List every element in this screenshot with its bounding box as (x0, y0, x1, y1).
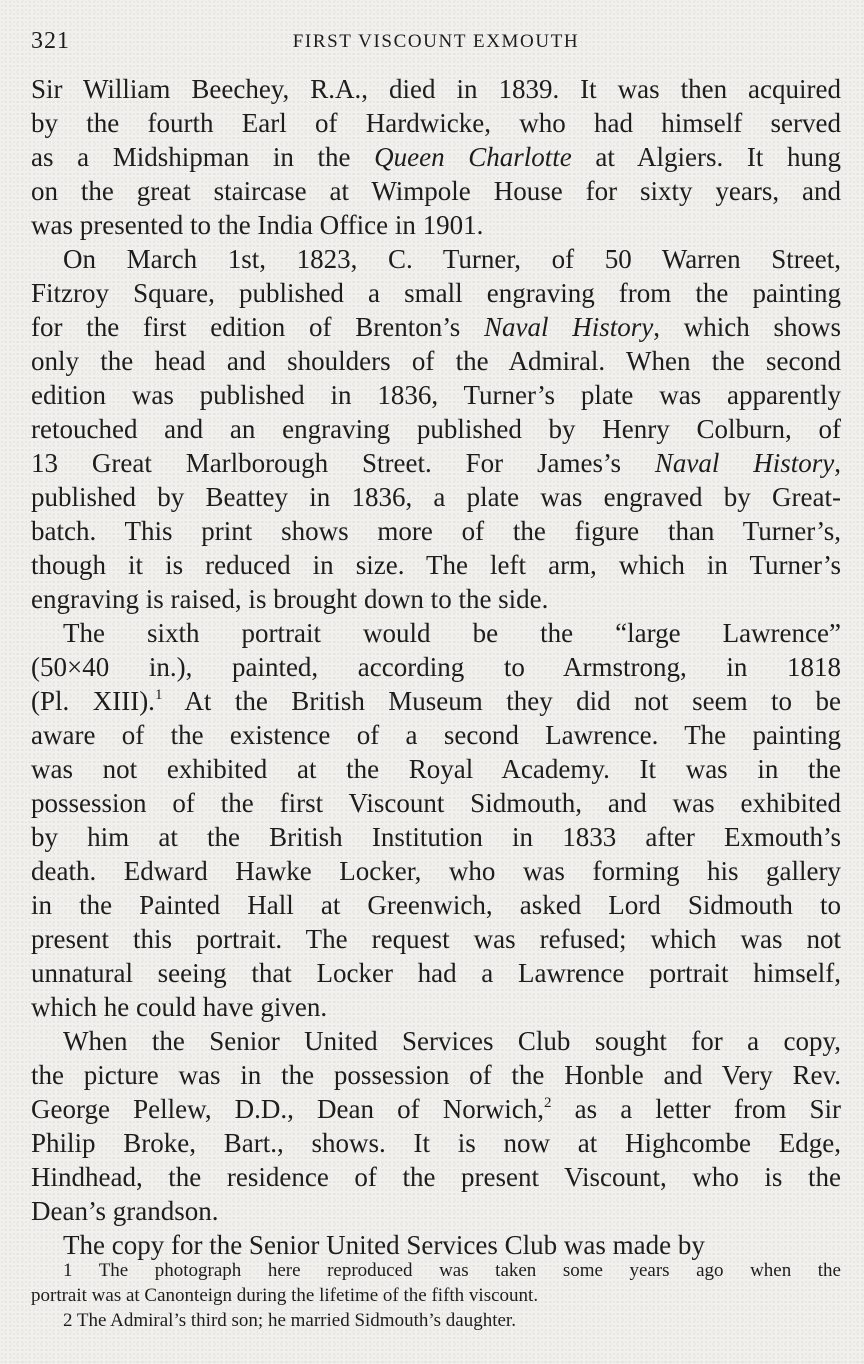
text-line: on the great staircase at Wimpole House for sixty years, and (31, 176, 841, 206)
ship-name: Queen Charlotte (374, 142, 572, 172)
page-number: 321 (31, 28, 70, 54)
footnote-1: 1 The photograph here reproduced was taken some years ago when the (63, 1260, 841, 1281)
text-line: as a Midshipman in the Queen Charlotte at Algiers. It hung (31, 142, 841, 172)
text-line: was presented to the India Office in 1901. (31, 210, 484, 240)
book-title: Naval History (483, 312, 654, 342)
running-title: FIRST VISCOUNT EXMOUTH (292, 31, 580, 52)
text-line: aware of the existence of a second Lawrence. The painting (31, 720, 841, 750)
text-line: was not exhibited at the Royal Academy. It was in the (31, 754, 841, 784)
text-line: On March 1st, 1823, C. Turner, of 50 Warren Street, (63, 244, 841, 274)
text-line: When the Senior United Services Club sought for a copy, (63, 1026, 841, 1056)
text-line: death. Edward Hawke Locker, who was forming his gallery (31, 856, 841, 886)
text-line: published by Beattey in 1836, a plate was engraved by Great- (31, 482, 841, 512)
text-line: though it is reduced in size. The left arm, which in Turner’s (31, 550, 841, 580)
text-line: Sir William Beechey, R.A., died in 1839. It was then acquired (31, 74, 841, 104)
text-line: Hindhead, the residence of the present Viscount, who is the (31, 1162, 841, 1192)
footnote-1-continued: portrait was at Canonteign during the lifetime of the fifth viscount. (31, 1285, 539, 1306)
text-line: George Pellew, D.D., Dean of Norwich,$^2$ as a letter from Sir (31, 1094, 841, 1124)
text-line: only the head and shoulders of the Admiral. When the second (31, 346, 841, 376)
text-line: (Pl. XIII).$^1$ At the British Museum they did not seem to be (31, 686, 841, 716)
text-line: batch. This print shows more of the figure than Turner’s, (31, 516, 841, 546)
text-line: The copy for the Senior United Services Club was made by (63, 1230, 705, 1260)
body-text (31, 72, 841, 1262)
footnote-2: 2 The Admiral’s third son; he married Sidmouth’s daughter. (63, 1310, 516, 1331)
text-line: by the fourth Earl of Hardwicke, who had himself served (31, 108, 841, 138)
text-line: engraving is raised, is brought down to the side. (31, 584, 549, 614)
text-line: The sixth portrait would be the “large Lawrence” (63, 618, 841, 648)
text-line: 13 Great Marlborough Street. For James’s Naval History, (31, 448, 841, 478)
text-line: Philip Broke, Bart., shows. It is now at Highcombe Edge, (31, 1128, 841, 1158)
book-title: Naval History (654, 448, 835, 478)
text-line: Dean’s grandson. (31, 1196, 219, 1226)
text-line: retouched and an engraving published by Henry Colburn, of (31, 414, 841, 444)
text-line: Fitzroy Square, published a small engraving from the painting (31, 278, 841, 308)
text-line: in the Painted Hall at Greenwich, asked Lord Sidmouth to (31, 890, 841, 920)
text-line: edition was published in 1836, Turner’s plate was apparently (31, 380, 841, 410)
text-line: possession of the first Viscount Sidmouth, and was exhibited (31, 788, 841, 818)
footnote-ref-1: 1 (154, 687, 163, 703)
footnote-ref-2: 2 (543, 1095, 552, 1111)
text-line: the picture was in the possession of the Honble and Very Rev. (31, 1060, 841, 1090)
text-line: present this portrait. The request was refused; which was not (31, 924, 841, 954)
footnotes (31, 1258, 841, 1333)
text-line: (50×40 in.), painted, according to Armstrong, in 1818 (31, 652, 841, 682)
text-line: which he could have given. (31, 992, 328, 1022)
text-line: for the first edition of Brenton’s Naval History, which shows (31, 312, 842, 342)
text-line: by him at the British Institution in 1833 after Exmouth’s (31, 822, 841, 852)
text-line: unnatural seeing that Locker had a Lawrence portrait himself, (31, 958, 841, 988)
running-head (31, 28, 841, 62)
